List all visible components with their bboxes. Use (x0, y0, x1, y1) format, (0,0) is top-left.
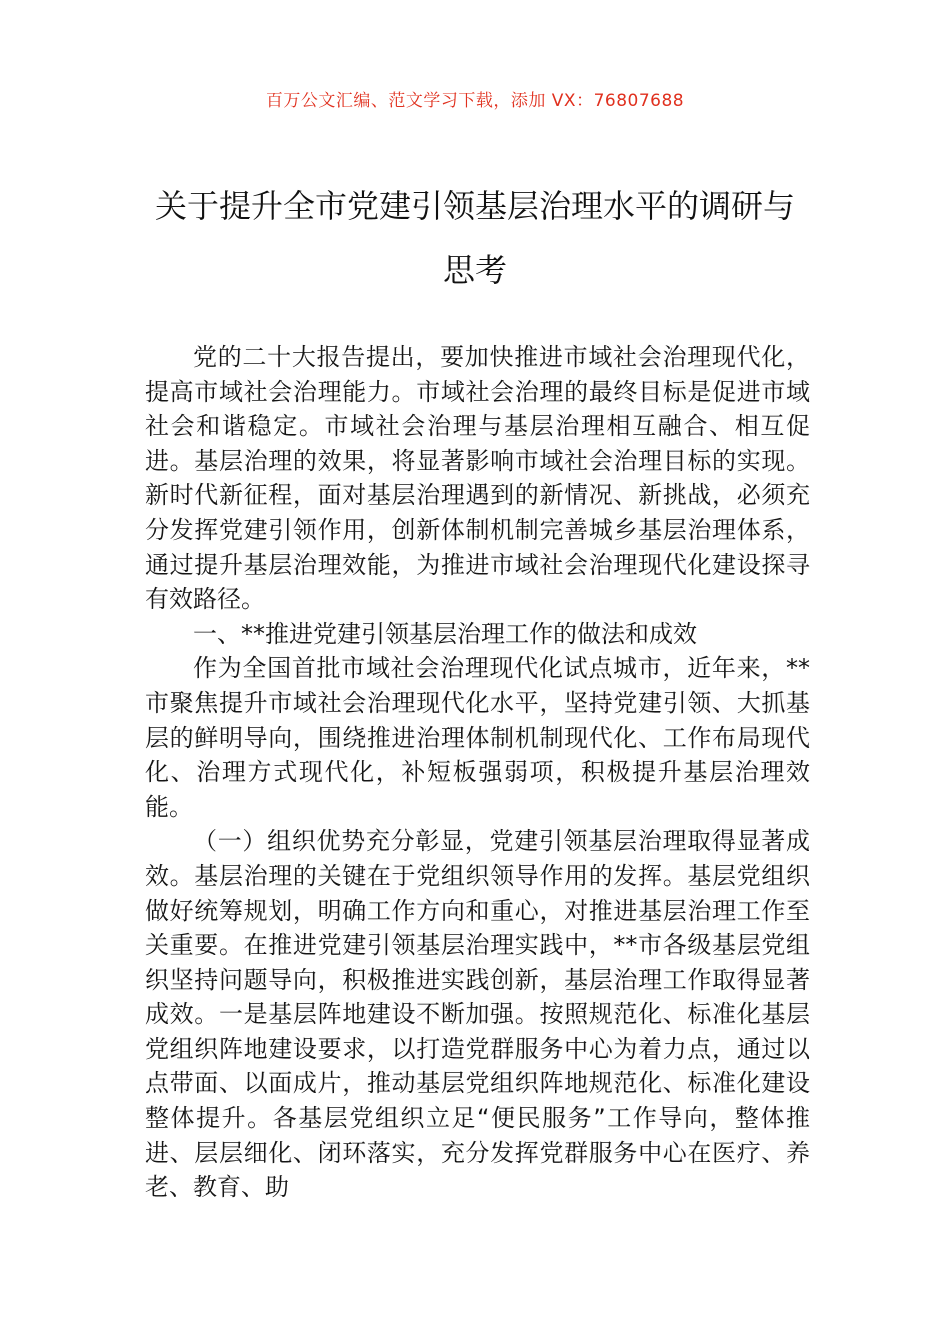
header-watermark-note: 百万公文汇编、范文学习下载，添加 VX：76807688 (265, 91, 685, 111)
document-body (145, 340, 810, 1205)
paragraph-subsection-1: （一）组织优势充分彰显，党建引领基层治理取得显著成效。基层治理的关键在于党组织领导作用的发挥。基层党组织做好统筹规划，明确工作方向和重心，对推进基层治理工作至关重要。在推进党建引领基层治理实践中，**市各级基层党组织坚持问题导向，积极推进实践创新，基层治理工作取得显著成效。一是基层阵地建设不断加强。按照规范化、标准化基层党组织阵地建设要求，以打造党群服务中心为着力点，通过以点带面、以面成片，推动基层党组织阵地规范化、标准化建设整体提升。各基层党组织立足“便民服务”工作导向，整体推进、层层细化、闭环落实，充分发挥党群服务中心在医疗、养老、教育、助 (145, 827, 810, 1202)
paragraph-intro: 党的二十大报告提出，要加快推进市域社会治理现代化，提高市域社会治理能力。市域社会治理的最终目标是促进市域社会和谐稳定。市域社会治理与基层治理相互融合、相互促进。基层治理的效果，将显著影响市域社会治理目标的实现。新时代新征程，面对基层治理遇到的新情况、新挑战，必须充分发挥党建引领作用，创新体制机制完善城乡基层治理体系，通过提升基层治理效能，为推进市域社会治理现代化建设探寻有效路径。 (145, 343, 810, 614)
document-title: 关于提升全市党建引领基层治理水平的调研与思考 (154, 187, 795, 289)
section-heading-1: 一、**推进党建引领基层治理工作的做法和成效 (193, 619, 697, 648)
paragraph-section-1: 作为全国首批市域社会治理现代化试点城市，近年来，**市聚焦提升市域社会治理现代化水平，坚持党建引领、大抓基层的鲜明导向，围绕推进治理体制机制现代化、工作布局现代化、治理方式现代化，补短板强弱项，积极提升基层治理效能。 (145, 654, 810, 821)
